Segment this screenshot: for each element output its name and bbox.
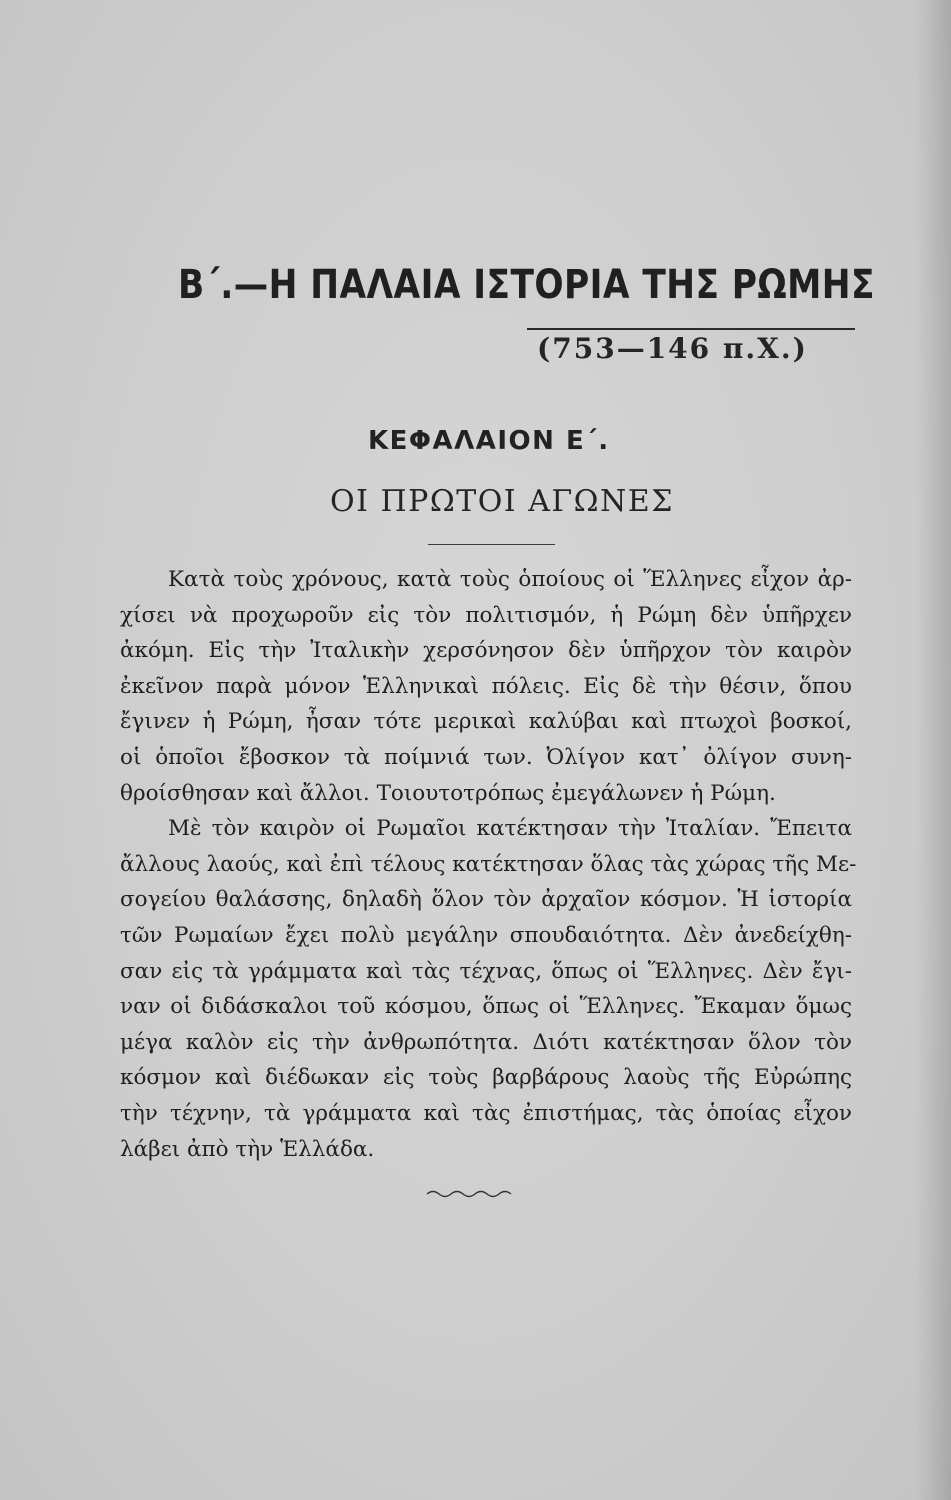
text-line: οἱ ὁποῖοι ἔβοσκον τὰ ποίμνιά των. Ὀλίγον κατ᾿ ὀλίγον συνη-	[120, 744, 852, 770]
text-line: μέγα καλὸν εἰς τὴν ἀνθρωπότητα. Διότι κατέκτησαν ὅλον τὸν	[120, 1029, 852, 1055]
paragraph	[120, 562, 852, 811]
chapter-title-rule	[428, 544, 555, 545]
paragraph	[120, 811, 857, 1167]
text-line: χίσει νὰ προχωροῦν εἰς τὸν πολιτισμόν, ἡ Ρώμη δὲν ὑπῆρχεν	[120, 602, 852, 628]
wavy-rule-ornament	[425, 1186, 517, 1200]
text-line: ναν οἱ διδάσκαλοι τοῦ κόσμου, ὅπως οἱ Ἕλληνες. Ἔκαμαν ὅμως	[120, 994, 852, 1020]
text-line: Κατὰ τοὺς χρόνους, κατὰ τοὺς ὁποίους οἱ Ἕλληνες εἶχον ἀρ-	[168, 567, 852, 592]
text-line: ἀκόμη. Εἰς τὴν Ἰταλικὴν χερσόνησον δὲν ὑπῆρχον τὸν καιρὸν	[120, 638, 852, 664]
text-line: τὴν τέχνην, τὰ γράμματα καὶ τὰς ἐπιστήμας, τὰς ὁποίας εἶχον	[120, 1100, 852, 1126]
text-line: ἐκεῖνον παρὰ μόνον Ἑλληνικαὶ πόλεις. Εἰς δὲ τὴν θέσιν, ὅπου	[120, 673, 852, 699]
text-line: τῶν Ρωμαίων ἔχει πολὺ μεγάλην σπουδαιότητα. Δὲν ἀνεδείχθη-	[120, 922, 852, 948]
text-line: ἄλλους λαούς, καὶ ἐπὶ τέλους κατέκτησαν ὅλας τὰς χώρας τῆς Με-	[120, 851, 857, 877]
chapter-title: ΟΙ ΠΡΩΤΟΙ ΑΓΩΝΕΣ	[330, 484, 674, 519]
text-line: κόσμον καὶ διέδωκαν εἰς τοὺς βαρβάρους λαοὺς τῆς Εὐρώπης	[120, 1065, 852, 1091]
chapter-body	[120, 562, 857, 1167]
chapter-label: ΚΕΦΑΛΑΙΟΝ Ε΄.	[368, 426, 610, 456]
part-title: Β΄.—Η ΠΑΛΑΙΑ ΙΣΤΟΡΙΑ ΤΗΣ ΡΩΜΗΣ	[178, 262, 875, 308]
text-line: σαν εἰς τὰ γράμματα καὶ τὰς τέχνας, ὅπως οἱ Ἕλληνες. Δὲν ἔγι-	[120, 958, 852, 984]
text-line: σογείου θαλάσσης, δηλαδὴ ὅλον τὸν ἀρχαῖον κόσμον. Ἡ ἱστορία	[120, 887, 852, 913]
title-rule	[527, 328, 855, 330]
text-line: θροίσθησαν καὶ ἄλλοι. Τοιουτοτρόπως ἐμεγάλωνεν ἡ Ρώμη.	[120, 780, 776, 806]
date-range: (753—146 π.Χ.)	[537, 332, 808, 365]
text-line: Μὲ τὸν καιρὸν οἱ Ρωμαῖοι κατέκτησαν τὴν Ἰταλίαν. Ἔπειτα	[168, 816, 852, 842]
page-edge-shadow	[915, 0, 951, 1500]
text-line: ἔγινεν ἡ Ρώμη, ἦσαν τότε μερικαὶ καλύβαι καὶ πτωχοὶ βοσκοί,	[120, 709, 852, 735]
text-line: λάβει ἀπὸ τὴν Ἑλλάδα.	[120, 1136, 375, 1162]
